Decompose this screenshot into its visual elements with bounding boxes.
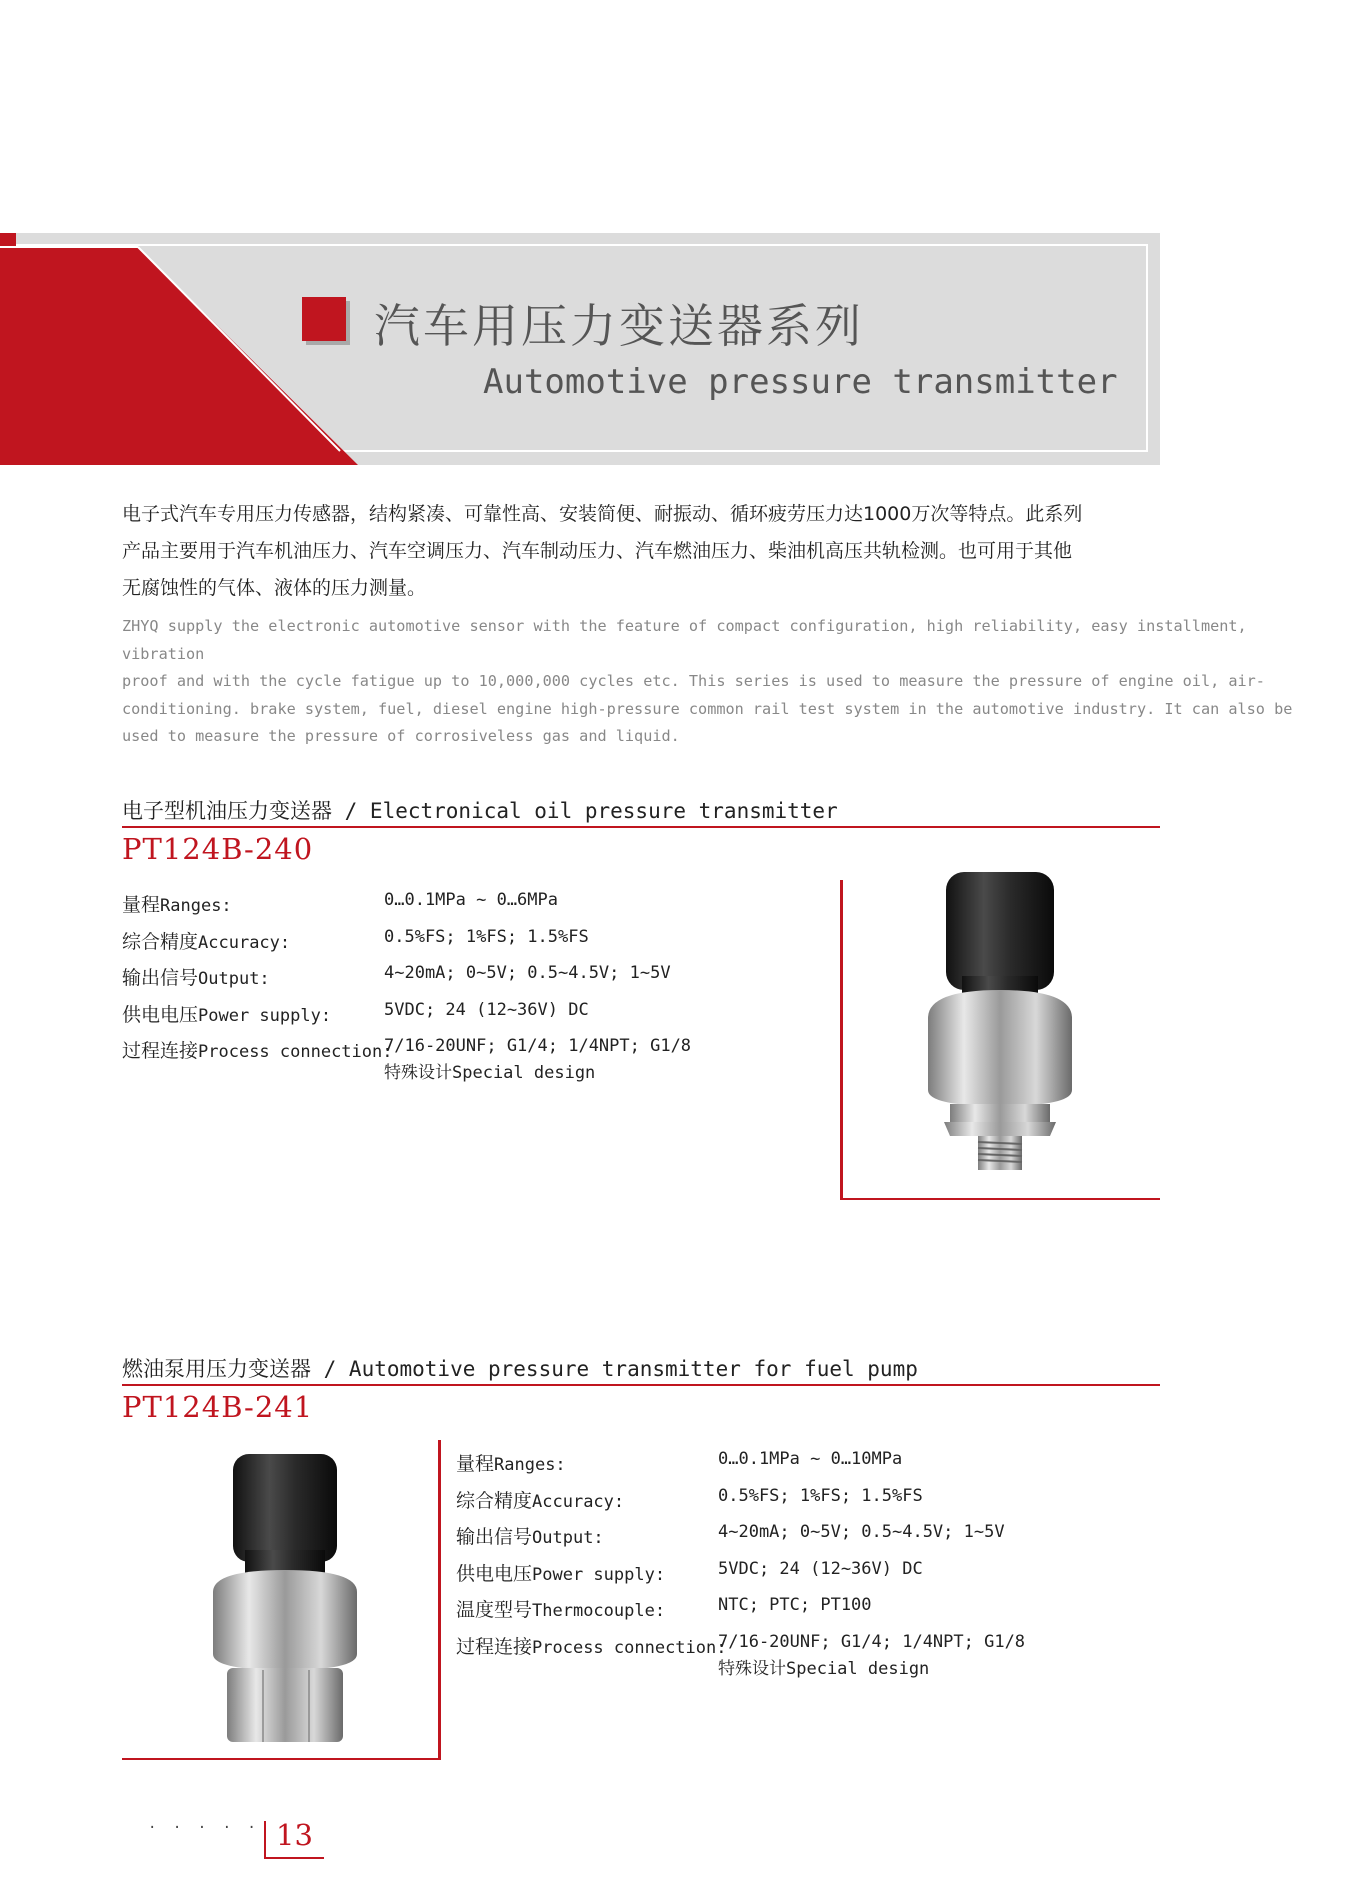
spec-value: 7/16-20UNF; G1/4; 1/4NPT; G1/8 特殊设计Special design: [718, 1631, 1026, 1679]
spec-label: 输出信号Output:: [122, 967, 270, 989]
spec-value: 4~20mA; 0~5V; 0.5~4.5V; 1~5V: [718, 1522, 1005, 1542]
spec-value: 4~20mA; 0~5V; 0.5~4.5V; 1~5V: [384, 963, 671, 983]
intro-cn-line: 产品主要用于汽车机油压力、汽车空调压力、汽车制动压力、汽车燃油压力、柴油机高压共轨检测。也可用于其他: [122, 540, 1073, 562]
spec-sub: 特殊设计Special design: [384, 1063, 596, 1083]
spec-label: 综合精度Accuracy:: [122, 930, 291, 953]
footer-dots: · · · · ·: [148, 1820, 260, 1836]
spec-label: 输出信号Output:: [456, 1526, 604, 1548]
spec-value: 0…0.1MPa ~ 0…10MPa: [718, 1449, 903, 1469]
spec-label: 供电电压Power supply:: [122, 1003, 332, 1026]
title-square-icon: [302, 297, 346, 341]
spec-label: 量程Ranges:: [456, 1453, 566, 1475]
spec-label: 过程连接Process connection:: [122, 1040, 393, 1062]
spec-value: 7/16-20UNF; G1/4; 1/4NPT; G1/8 特殊设计Special design: [384, 1036, 692, 1083]
section-title: 燃油泵用压力变送器 / Automotive pressure transmitter for fuel pump: [122, 1357, 918, 1381]
image-frame-bottom: [122, 1758, 441, 1760]
intro-en-line: used to measure the pressure of corrosiveless gas and liquid.: [122, 727, 680, 745]
intro-en: [122, 613, 1322, 751]
intro-en-line: proof and with the cycle fatigue up to 10,000,000 cycles etc. This series is used to measure the pressure of engine oil, air-: [122, 672, 1265, 690]
page-number-bar: [264, 1821, 266, 1857]
section-rule: [122, 1384, 1160, 1386]
image-frame-right: [438, 1440, 441, 1760]
image-frame-bottom: [840, 1198, 1160, 1200]
spec-value: 0.5%FS; 1%FS; 1.5%FS: [384, 926, 589, 947]
spec-value: 5VDC; 24 (12~36V) DC: [718, 1558, 923, 1579]
spec-sub: 特殊设计Special design: [718, 1658, 930, 1679]
spec-label: 供电电压Power supply:: [456, 1562, 666, 1585]
page-number-rule: [264, 1857, 324, 1859]
section-rule: [122, 826, 1160, 828]
pressure-transmitter-icon: [900, 868, 1100, 1174]
spec-label: 过程连接Process connection:: [456, 1635, 727, 1658]
spec-label: 温度型号Thermocouple:: [456, 1599, 666, 1621]
spec-value: 0…0.1MPa ~ 0…6MPa: [384, 890, 558, 910]
spec-label: 量程Ranges:: [122, 894, 232, 916]
spec-label: 综合精度Accuracy:: [456, 1489, 625, 1512]
intro-cn-line: 无腐蚀性的气体、液体的压力测量。: [122, 577, 427, 599]
intro-cn-line: 电子式汽车专用压力传感器，结构紧凑、可靠性高、安装简便、耐振动、循环疲劳压力达1000万次等特点。此系列: [122, 503, 1083, 525]
page-title-en: Automotive pressure transmitter: [483, 362, 1118, 402]
section-title: 电子型机油压力变送器 / Electronical oil pressure transmitter: [122, 799, 838, 823]
spec-value: NTC; PTC; PT100: [718, 1595, 872, 1615]
pressure-transmitter-icon: [205, 1450, 365, 1746]
model-number: PT124B-241: [122, 1390, 314, 1424]
intro-en-line: conditioning. brake system, fuel, diesel engine high-pressure common rail test system in the automotive industry. It can also be: [122, 699, 1293, 718]
intro-cn: [122, 496, 1172, 607]
intro-en-line: ZHYQ supply the electronic automotive sensor with the feature of compact configuration, high reliability, easy installment, vibration: [122, 617, 1247, 663]
spec-value: 5VDC; 24 (12~36V) DC: [384, 999, 589, 1020]
page-number: 13: [276, 1818, 313, 1852]
spec-value: 0.5%FS; 1%FS; 1.5%FS: [718, 1485, 923, 1506]
model-number: PT124B-240: [122, 832, 314, 866]
page-title-cn: 汽车用压力变送器系列: [374, 299, 864, 353]
image-frame-left: [840, 880, 843, 1200]
